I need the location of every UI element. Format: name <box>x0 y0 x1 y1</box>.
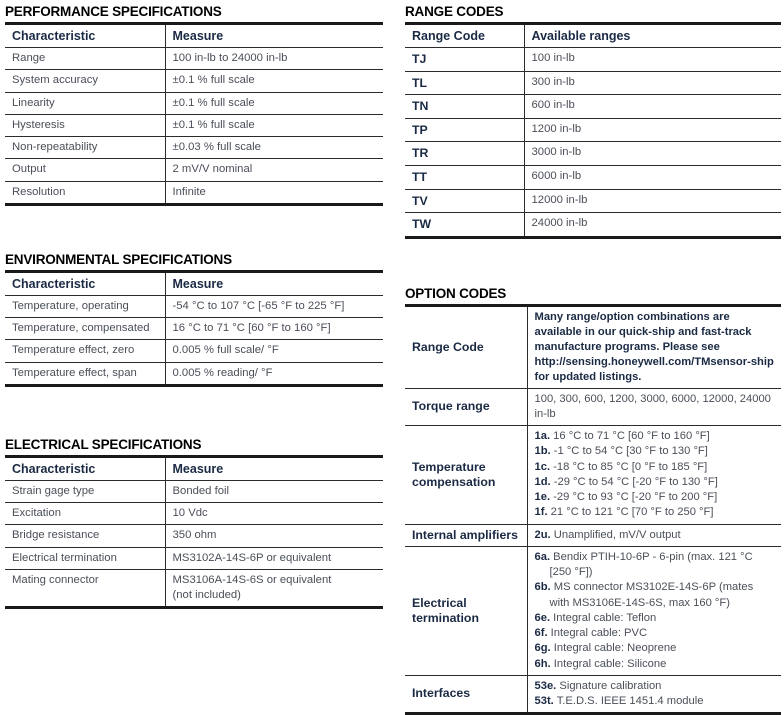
option-prefix: 6f. <box>534 627 548 640</box>
option-entry <box>535 657 776 672</box>
electrical-specifications-section <box>5 437 383 610</box>
cell-characteristic: Temperature effect, span <box>12 366 137 379</box>
option-text: Integral cable: Teflon <box>553 611 657 624</box>
table-header-row <box>5 456 383 480</box>
cell-characteristic: Range <box>5 48 165 70</box>
cell-measure: Bonded foil <box>165 480 383 502</box>
option-entry <box>535 490 776 505</box>
cell-available-range: 600 in-lb <box>524 95 781 119</box>
option-text: Integral cable: PVC <box>550 627 648 640</box>
cell-characteristic: Temperature effect, zero <box>5 340 165 362</box>
table-row <box>405 118 781 142</box>
option-text: -1 °C to 54 °C [30 °F to 130 °F] <box>553 445 708 458</box>
option-prefix: 53e. <box>534 679 557 692</box>
table-row <box>5 503 383 525</box>
option-prefix: 53t. <box>534 695 554 708</box>
left-column <box>5 4 383 609</box>
environmental-specifications-heading: ENVIRONMENTAL SPECIFICATIONS <box>5 251 232 267</box>
cell-available-range: 100 in-lb <box>524 48 781 72</box>
option-prefix: 1d. <box>534 475 551 488</box>
option-prefix: 1c. <box>534 460 551 473</box>
table-row <box>5 525 383 547</box>
cell-measure: MS3102A-14S-6P or equivalent <box>165 547 383 569</box>
cell-electrical-termination-options <box>527 546 781 675</box>
table-row <box>405 305 781 388</box>
cell-characteristic: Excitation <box>5 503 165 525</box>
cell-range-code: TT <box>405 165 524 189</box>
cell-measure: ±0.1 % full scale <box>165 70 383 92</box>
cell-characteristic: Output <box>5 159 165 181</box>
cell-internal-amplifiers-options <box>527 524 781 546</box>
column-header-characteristic: Characteristic <box>5 456 165 480</box>
table-row <box>5 547 383 569</box>
cell-characteristic: Electrical termination <box>5 547 165 569</box>
cell-torque-range-label: Torque range <box>405 388 527 425</box>
cell-characteristic: System accuracy <box>5 70 165 92</box>
table-row <box>405 546 781 675</box>
cell-range-code-label: Range Code <box>405 305 527 388</box>
column-header-measure: Measure <box>165 271 383 295</box>
table-row <box>5 295 383 317</box>
table-row <box>5 70 383 92</box>
cell-measure: Infinite <box>165 181 383 204</box>
table-row <box>405 71 781 95</box>
cell-available-range: 300 in-lb <box>524 71 781 95</box>
option-prefix: 1a. <box>534 430 551 443</box>
option-entry <box>535 626 776 641</box>
cell-available-range: 3000 in-lb <box>524 142 781 166</box>
table-row <box>405 213 781 238</box>
spacer-performance-environmental <box>5 206 383 252</box>
option-text: Unamplified, mV/V output <box>553 528 681 541</box>
column-header-measure: Measure <box>165 24 383 48</box>
table-row <box>405 142 781 166</box>
option-text: Integral cable: Neoprene <box>553 642 677 655</box>
cell-characteristic: Hysteresis <box>5 114 165 136</box>
range-codes-table <box>405 22 781 239</box>
option-entry <box>535 679 776 694</box>
table-row <box>5 181 383 204</box>
cell-interfaces-options <box>527 675 781 713</box>
cell-measure: -54 °C to 107 °C [-65 °F to 225 °F] <box>165 295 383 317</box>
option-prefix: 1b. <box>534 445 551 458</box>
cell-range-code: TJ <box>405 48 524 72</box>
table-row <box>405 426 781 524</box>
column-header-available-ranges: Available ranges <box>524 24 781 48</box>
spacer-environmental-electrical <box>5 387 383 437</box>
option-prefix: 6b. <box>534 581 551 594</box>
option-entry <box>535 694 776 709</box>
cell-measure: 2 mV/V nominal <box>165 159 383 181</box>
table-row <box>5 92 383 114</box>
option-text: 16 °C to 71 °C [60 °F to 160 °F] <box>553 430 710 443</box>
cell-temperature-compensation-options <box>527 426 781 524</box>
table-row <box>5 480 383 502</box>
cell-measure: 0.005 % full scale/ °F <box>165 340 383 362</box>
cell-range-code: TR <box>405 142 524 166</box>
option-prefix: 1f. <box>534 506 548 519</box>
table-row <box>5 114 383 136</box>
column-header-measure: Measure <box>165 456 383 480</box>
environmental-specifications-table <box>5 270 383 387</box>
cell-measure: 16 °C to 71 °C [60 °F to 160 °F] <box>165 318 383 340</box>
cell-electrical-termination-label: Electrical termination <box>405 546 527 675</box>
option-prefix: 6h. <box>534 657 551 670</box>
range-codes-heading: RANGE CODES <box>405 4 504 19</box>
option-text-continuation: [250 °F]) <box>549 566 593 579</box>
table-row <box>405 48 781 72</box>
table-row <box>5 340 383 362</box>
right-column <box>405 4 781 715</box>
cell-temperature-compensation-label: Temperature compensation <box>405 426 527 524</box>
table-row <box>5 48 383 70</box>
column-header-range-code: Range Code <box>405 24 524 48</box>
column-header-characteristic: Characteristic <box>5 271 165 295</box>
electrical-specifications-table <box>5 455 383 610</box>
option-codes-heading: OPTION CODES <box>405 285 507 301</box>
option-text: -29 °C to 93 °C [-20 °F to 200 °F] <box>553 491 718 504</box>
cell-measure: ±0.03 % full scale <box>165 137 383 159</box>
option-text: 21 °C to 121 °C [70 °F to 250 °F] <box>550 506 714 519</box>
column-header-characteristic: Characteristic <box>5 24 165 48</box>
option-text: -29 °C to 54 °C [-20 °F to 130 °F] <box>553 475 718 488</box>
table-row <box>5 569 383 608</box>
option-text: Signature calibration <box>559 679 662 692</box>
cell-internal-amplifiers-label: Internal amplifiers <box>405 524 527 546</box>
table-header-row <box>5 271 383 295</box>
option-text: Integral cable: Silicone <box>553 657 667 670</box>
cell-characteristic: Temperature, operating <box>5 295 165 317</box>
cell-available-range: 12000 in-lb <box>524 189 781 213</box>
table-row <box>405 524 781 546</box>
cell-characteristic: Resolution <box>12 185 66 198</box>
cell-measure: ±0.1 % full scale <box>165 114 383 136</box>
cell-range-code-note: Many range/option combinations are available in our quick-ship and fast-track manufacture programs. Please see http://sensing.honeywell.com/TMsensor-ship for updated listings. <box>527 305 781 388</box>
option-prefix: 6a. <box>534 550 551 563</box>
option-text: -18 °C to 85 °C [0 °F to 185 °F] <box>553 460 708 473</box>
cell-measure: 350 ohm <box>165 525 383 547</box>
cell-range-code: TN <box>405 95 524 119</box>
option-entry <box>535 429 776 444</box>
cell-range-code: TP <box>405 118 524 142</box>
option-text: T.E.D.S. IEEE 1451.4 module <box>556 695 704 708</box>
table-row <box>5 318 383 340</box>
option-entry <box>535 611 776 626</box>
table-row <box>405 165 781 189</box>
option-entry <box>535 580 776 595</box>
option-entry <box>535 444 776 459</box>
cell-measure: 10 Vdc <box>165 503 383 525</box>
option-text: MS connector MS3102E-14S-6P (mates <box>553 581 754 594</box>
table-row <box>5 137 383 159</box>
performance-specifications-section <box>5 4 383 206</box>
option-entry <box>535 550 776 565</box>
cell-range-code: TL <box>405 71 524 95</box>
cell-characteristic: Non-repeatability <box>5 137 165 159</box>
table-row <box>405 675 781 713</box>
option-entry <box>535 505 776 520</box>
performance-specifications-heading: PERFORMANCE SPECIFICATIONS <box>5 4 222 19</box>
table-row <box>5 159 383 181</box>
option-text: Bendix PTIH-10-6P - 6-pin (max. 121 °C <box>553 550 753 563</box>
cell-available-range: 1200 in-lb <box>524 118 781 142</box>
option-prefix: 1e. <box>534 491 551 504</box>
cell-range-code: TV <box>405 189 524 213</box>
table-row <box>405 189 781 213</box>
table-header-row <box>5 24 383 48</box>
cell-interfaces-label: Interfaces <box>412 686 471 701</box>
cell-available-range: 6000 in-lb <box>524 165 781 189</box>
option-entry <box>535 641 776 656</box>
cell-characteristic: Strain gage type <box>5 480 165 502</box>
option-prefix: 6g. <box>534 642 551 655</box>
cell-characteristic: Bridge resistance <box>5 525 165 547</box>
table-row <box>405 95 781 119</box>
cell-torque-range-value: 100, 300, 600, 1200, 3000, 6000, 12000, 24000 in-lb <box>527 388 781 425</box>
cell-characteristic: Mating connector <box>12 573 99 586</box>
option-entry <box>535 475 776 490</box>
option-codes-section <box>405 286 781 715</box>
table-header-row <box>405 24 781 48</box>
cell-characteristic: Temperature, compensated <box>5 318 165 340</box>
option-entry <box>535 460 776 475</box>
range-codes-section <box>405 4 781 239</box>
option-text-continuation: with MS3106E-14S-6S, max 160 °F) <box>549 596 730 609</box>
cell-measure: ±0.1 % full scale <box>165 92 383 114</box>
electrical-specifications-heading: ELECTRICAL SPECIFICATIONS <box>5 436 202 452</box>
cell-measure: MS3106A-14S-6S or equivalent (not included) <box>165 569 383 608</box>
cell-measure: 0.005 % reading/ °F <box>165 362 383 385</box>
option-prefix: 2u. <box>534 528 551 541</box>
table-row <box>405 388 781 425</box>
spacer-range-option <box>405 239 781 286</box>
option-codes-table <box>405 304 781 715</box>
environmental-specifications-section <box>5 252 383 387</box>
table-row <box>5 362 383 385</box>
cell-available-range: 24000 in-lb <box>524 213 781 238</box>
cell-range-code: TW <box>412 217 432 232</box>
cell-measure: 100 in-lb to 24000 in-lb <box>165 48 383 70</box>
performance-specifications-table <box>5 22 383 206</box>
option-prefix: 6e. <box>534 611 551 624</box>
cell-characteristic: Linearity <box>5 92 165 114</box>
option-entry <box>535 528 776 543</box>
